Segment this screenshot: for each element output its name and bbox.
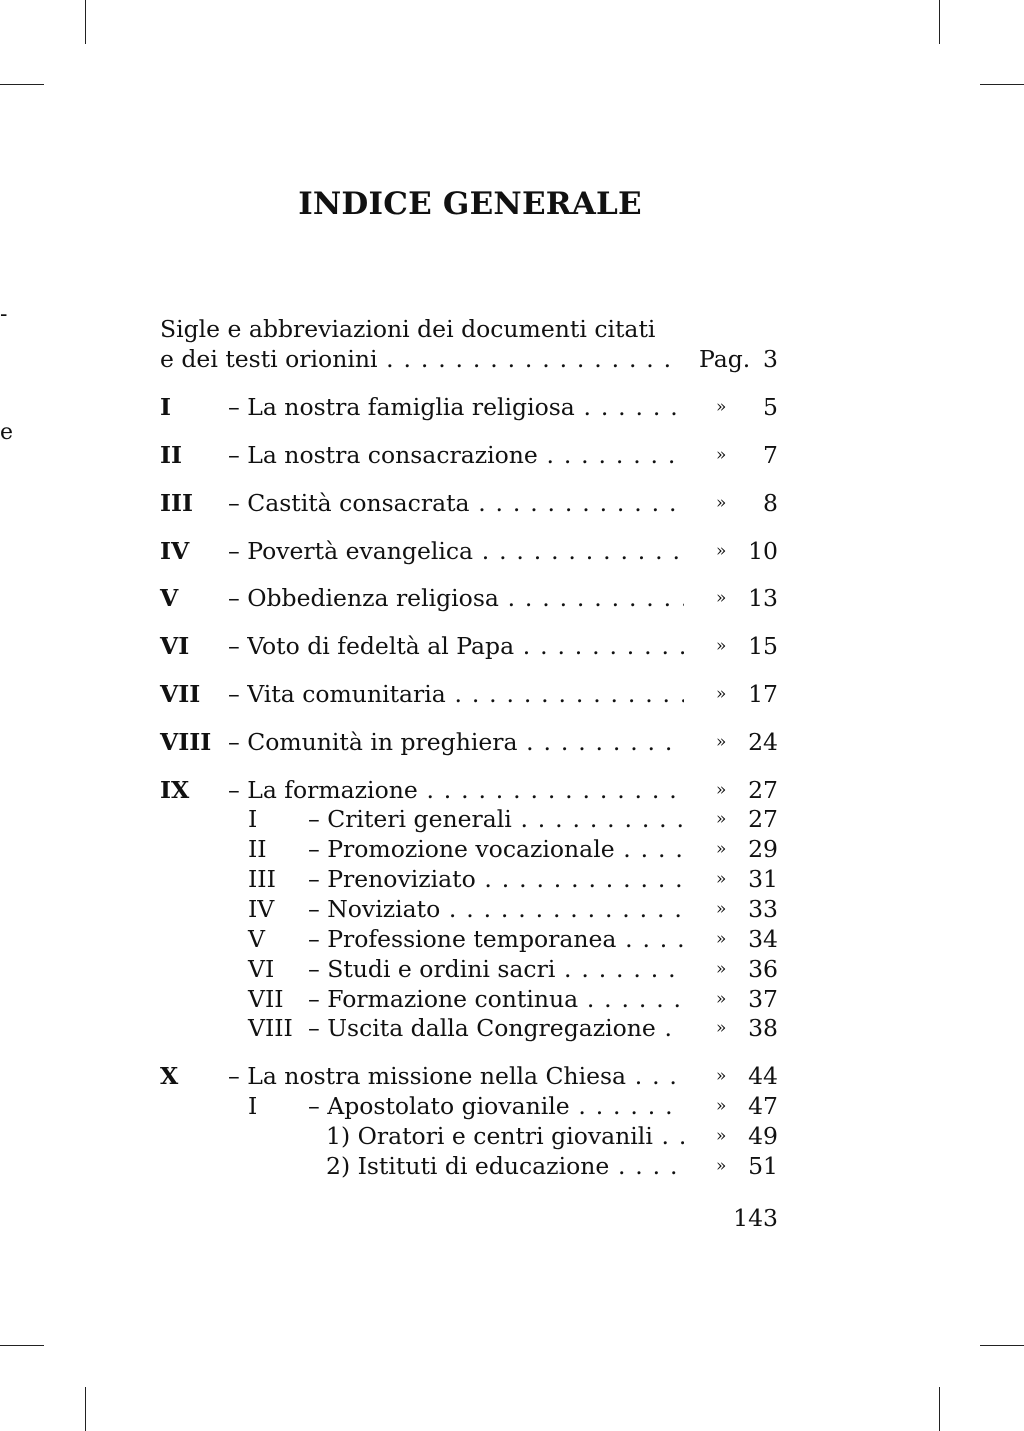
- chapter-number: I: [160, 393, 171, 421]
- section-number: VII: [248, 985, 284, 1013]
- chapter-title: – Castità consacrata . . .: [228, 488, 684, 518]
- chapter-title: – Povertà evangelica . . .: [228, 536, 684, 566]
- chapter-number: III: [160, 489, 193, 517]
- toc-chapter: [0, 631, 1024, 661]
- chapter-number: V: [160, 584, 179, 612]
- ditto-mark: »: [716, 959, 727, 979]
- section-title: – Criteri generali . . .: [308, 804, 684, 834]
- chapter-title: – La nostra famiglia religiosa . . .: [228, 392, 684, 422]
- toc-page: 27: [748, 805, 778, 833]
- toc-section: [0, 984, 1024, 1014]
- toc-chapter: [0, 440, 1024, 470]
- toc-section: [0, 804, 1024, 834]
- toc-section: [0, 864, 1024, 894]
- section-number: III: [248, 865, 276, 893]
- chapter-number: IX: [160, 776, 190, 804]
- toc-page: 27: [748, 776, 778, 804]
- toc-chapter: [0, 727, 1024, 757]
- toc-page: 38: [748, 1014, 778, 1042]
- toc-chapter: [0, 679, 1024, 709]
- toc-section: [0, 924, 1024, 954]
- chapter-number: VII: [160, 680, 201, 708]
- chapter-number: VI: [160, 632, 190, 660]
- toc-section: [0, 1091, 1024, 1121]
- toc-page: 51: [748, 1152, 778, 1180]
- toc-page: 34: [748, 925, 778, 953]
- toc-page: 37: [748, 985, 778, 1013]
- toc-page: 24: [748, 728, 778, 756]
- section-title: – Uscita dalla Congregazione . . .: [308, 1013, 684, 1043]
- ditto-mark: »: [716, 839, 727, 859]
- ditto-mark: »: [716, 1066, 727, 1086]
- toc-section: [0, 954, 1024, 984]
- toc-page: 29: [748, 835, 778, 863]
- section-title: – Studi e ordini sacri . . .: [308, 954, 684, 984]
- section-number: I: [248, 1092, 258, 1120]
- toc-page: 10: [748, 537, 778, 565]
- section-title: – Noviziato . . .: [308, 894, 684, 924]
- ditto-mark: »: [716, 899, 727, 919]
- chapter-title: – Comunità in preghiera . . .: [228, 727, 684, 757]
- subsection-title: 2) Istituti di educazione . . .: [326, 1151, 684, 1181]
- chapter-number: X: [160, 1062, 179, 1090]
- toc-page: 3: [763, 345, 778, 373]
- ditto-mark: »: [716, 397, 727, 417]
- margin-fragment: -: [0, 302, 8, 327]
- section-number: V: [248, 925, 265, 953]
- toc-page-label: Pag.: [699, 345, 751, 373]
- ditto-mark: »: [716, 780, 727, 800]
- ditto-mark: »: [716, 1096, 727, 1116]
- ditto-mark: »: [716, 541, 727, 561]
- toc-chapter: [0, 583, 1024, 613]
- margin-fragment: e: [0, 420, 14, 445]
- ditto-mark: »: [716, 869, 727, 889]
- toc-page: 8: [763, 489, 778, 517]
- chapter-number: IV: [160, 537, 190, 565]
- ditto-mark: »: [716, 588, 727, 608]
- ditto-mark: »: [716, 809, 727, 829]
- ditto-mark: »: [716, 493, 727, 513]
- subsection-title: 1) Oratori e centri giovanili . . .: [326, 1121, 684, 1151]
- toc-page: 17: [748, 680, 778, 708]
- toc-chapter: [0, 536, 1024, 566]
- toc-page: 5: [763, 393, 778, 421]
- ditto-mark: »: [716, 636, 727, 656]
- toc-chapter: [0, 775, 1024, 805]
- toc-section: [0, 834, 1024, 864]
- section-number: VIII: [248, 1014, 293, 1042]
- section-number: IV: [248, 895, 275, 923]
- section-title: – Prenoviziato . . .: [308, 864, 684, 894]
- section-title: – Promozione vocazionale . . .: [308, 834, 684, 864]
- toc-page: 44: [748, 1062, 778, 1090]
- toc-intro-line: [0, 314, 1024, 344]
- toc-page: 36: [748, 955, 778, 983]
- toc-page: 49: [748, 1122, 778, 1150]
- toc-entry-title: e dei testi orionini . . .: [160, 344, 680, 374]
- section-number: II: [248, 835, 267, 863]
- toc-chapter: [0, 488, 1024, 518]
- toc-chapter: [0, 392, 1024, 422]
- ditto-mark: »: [716, 929, 727, 949]
- section-title: – Professione temporanea . . .: [308, 924, 684, 954]
- toc-entry: [0, 344, 1024, 374]
- page-number: 143: [733, 1204, 778, 1232]
- chapter-number: VIII: [160, 728, 212, 756]
- toc-subsection: [0, 1121, 1024, 1151]
- chapter-title: – Vita comunitaria . . .: [228, 679, 684, 709]
- ditto-mark: »: [716, 684, 727, 704]
- section-number: VI: [248, 955, 275, 983]
- chapter-title: – Voto di fedeltà al Papa . . .: [228, 631, 684, 661]
- ditto-mark: »: [716, 1018, 727, 1038]
- toc-section: [0, 1013, 1024, 1043]
- ditto-mark: »: [716, 1156, 727, 1176]
- ditto-mark: »: [716, 732, 727, 752]
- toc-page: 13: [748, 584, 778, 612]
- toc-page: 31: [748, 865, 778, 893]
- toc-subsection: [0, 1151, 1024, 1181]
- chapter-title: – La nostra consacrazione . . .: [228, 440, 684, 470]
- section-title: – Apostolato giovanile . . .: [308, 1091, 684, 1121]
- toc-intro-title: Sigle e abbreviazioni dei documenti citati: [160, 315, 656, 343]
- ditto-mark: »: [716, 989, 727, 1009]
- toc-page: 7: [763, 441, 778, 469]
- ditto-mark: »: [716, 445, 727, 465]
- toc-section: [0, 894, 1024, 924]
- chapter-title: – Obbedienza religiosa . . .: [228, 583, 684, 613]
- toc-page: 47: [748, 1092, 778, 1120]
- page-title: INDICE GENERALE: [298, 186, 642, 222]
- ditto-mark: »: [716, 1126, 727, 1146]
- chapter-title: – La nostra missione nella Chiesa . . .: [228, 1061, 684, 1091]
- toc-chapter: [0, 1061, 1024, 1091]
- section-title: – Formazione continua . . .: [308, 984, 684, 1014]
- toc-page: 15: [748, 632, 778, 660]
- chapter-number: II: [160, 441, 182, 469]
- toc-page: 33: [748, 895, 778, 923]
- section-number: I: [248, 805, 258, 833]
- chapter-title: – La formazione . . .: [228, 775, 684, 805]
